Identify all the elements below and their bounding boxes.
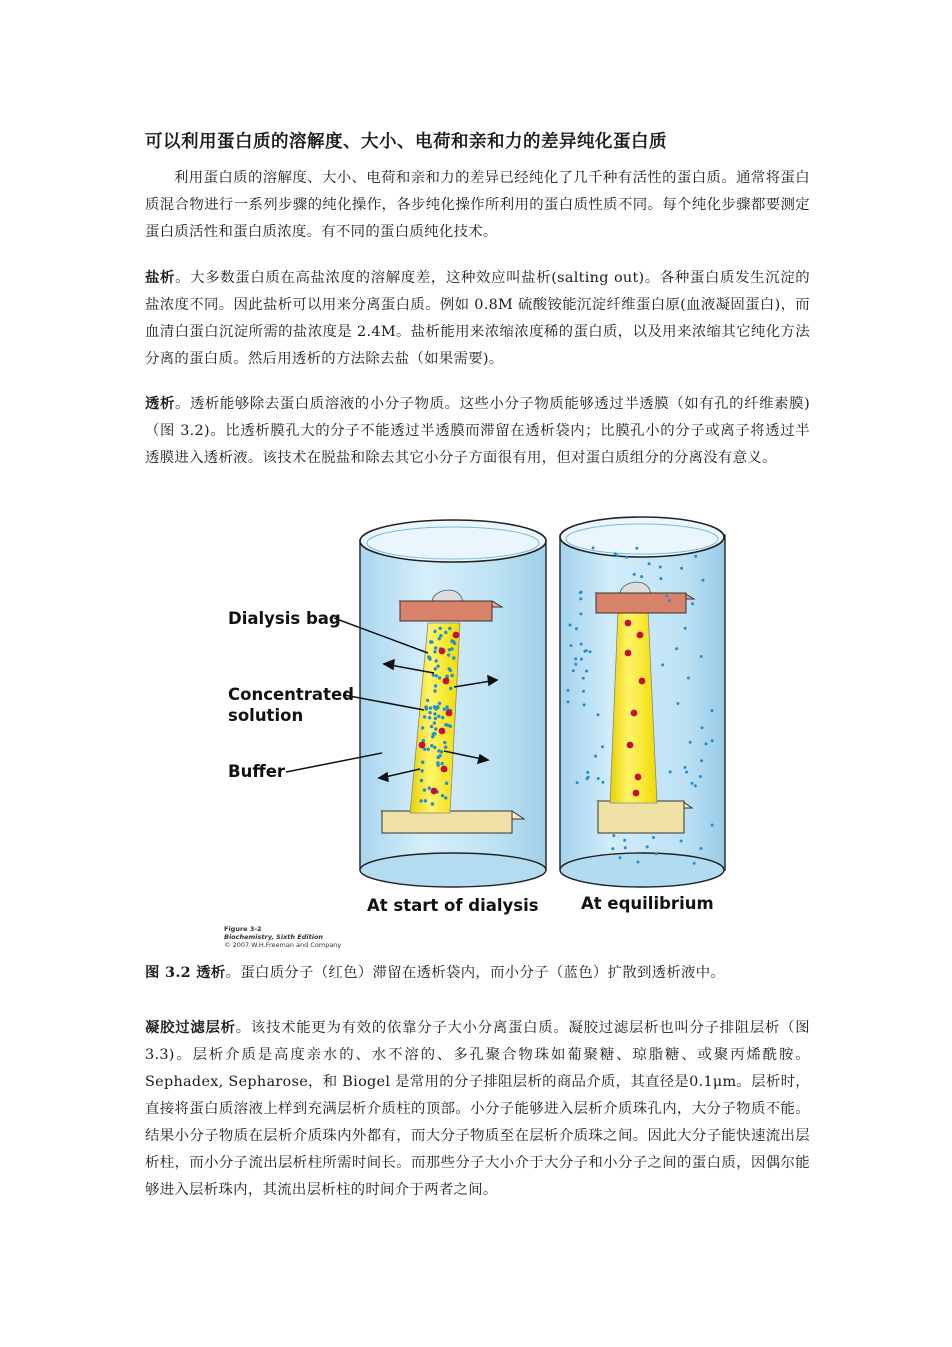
label-concentrated: Concentrated <box>228 685 354 704</box>
label-dialysis-bag: Dialysis bag <box>228 609 341 628</box>
dialysis-text: 。透析能够除去蛋白质溶液的小分子物质。这些小分子物质能够透过半透膜（如有孔的纤维素膜)（图 3.2)。比透析膜孔大的分子不能透过半透膜而滞留在透析袋内；比膜孔小的分子或离子将透过半透膜进入透析液。该技术在脱盐和除去其它小分子方面很有用，但对蛋白质组分的分离没有意义。 <box>145 396 810 466</box>
label-at-equilibrium: At equilibrium <box>581 894 714 913</box>
section-heading: 可以利用蛋白质的溶解度、大小、电荷和亲和力的差异纯化蛋白质 <box>145 132 667 152</box>
right-cylinder <box>560 517 725 887</box>
dialysis-illustration <box>210 505 730 950</box>
figure-number: Figure 3-2 <box>224 925 262 933</box>
label-buffer: Buffer <box>228 762 286 781</box>
salting-out-term: 盐析 <box>145 269 176 286</box>
dialysis-paragraph <box>145 390 810 472</box>
figure-copyright: © 2007 W.H.Freeman and Company <box>224 941 342 949</box>
gel-filtration-text: 。该技术能更为有效的依靠分子大小分离蛋白质。凝胶过滤层析也叫分子排阻层析（图 3.3)。层析介质是高度亲水的、水不溶的、多孔聚合物珠如葡聚糖、琼脂糖、或聚丙烯酰胺。Sephadex, Sepharose，和 Biogel 是常用的分子排阻层析的商品介质，其直径是0.1μm。层析时，直接将蛋白质溶液上样到充满层析介质柱的顶部。小分子能够进入层析介质珠孔内，大分子物质不能。结果小分子物质在层析介质珠内外都有，而大分子物质至在层析介质珠之间。因此大分子能快速流出层析柱，而小分子流出层析柱所需时间长。而那些分子大小介于大分子和小分子之间的蛋白质，因偶尔能够进入层析珠内，其流出层析柱的时间介于两者之间。 <box>145 1020 810 1198</box>
dialysis-term: 透析 <box>145 395 175 412</box>
figure-source: Biochemistry, Sixth Edition <box>224 933 324 941</box>
salting-out-text: 。大多数蛋白质在高盐浓度的溶解度差，这种效应叫盐析(salting out)。各种蛋白质发生沉淀的盐浓度不同。因此盐析可以用来分离蛋白质。例如 0.8M 硫酸铵能沉淀纤维蛋白原(血液凝固蛋白)，而血清白蛋白沉淀所需的盐浓度是 2.4M。盐析能用来浓缩浓度稀的蛋白质，以及用来浓缩其它纯化方法分离的蛋白质。然后用透析的方法除去盐（如果需要)。 <box>145 270 810 367</box>
intro-paragraph: 利用蛋白质的溶解度、大小、电荷和亲和力的差异已经纯化了几千种有活性的蛋白质。通常将蛋白质混合物进行一系列步骤的纯化操作，各步纯化操作所利用的蛋白质性质不同。每个纯化步骤都要测定蛋白质活性和蛋白质浓度。有不同的蛋白质纯化技术。 <box>145 170 810 240</box>
label-solution: solution <box>228 706 304 725</box>
label-start-of-dialysis: At start of dialysis <box>367 896 539 915</box>
salting-out-paragraph <box>145 264 810 373</box>
caption-text: 。蛋白质分子（红色）滞留在透析袋内，而小分子（蓝色）扩散到透析液中。 <box>225 965 726 981</box>
caption-lead: 图 3.2 透析 <box>145 964 226 981</box>
gel-filtration-paragraph <box>145 1014 810 1204</box>
gel-filtration-term: 凝胶过滤层析 <box>145 1019 236 1036</box>
figure-caption <box>145 961 725 982</box>
dialysis-figure <box>210 505 730 950</box>
